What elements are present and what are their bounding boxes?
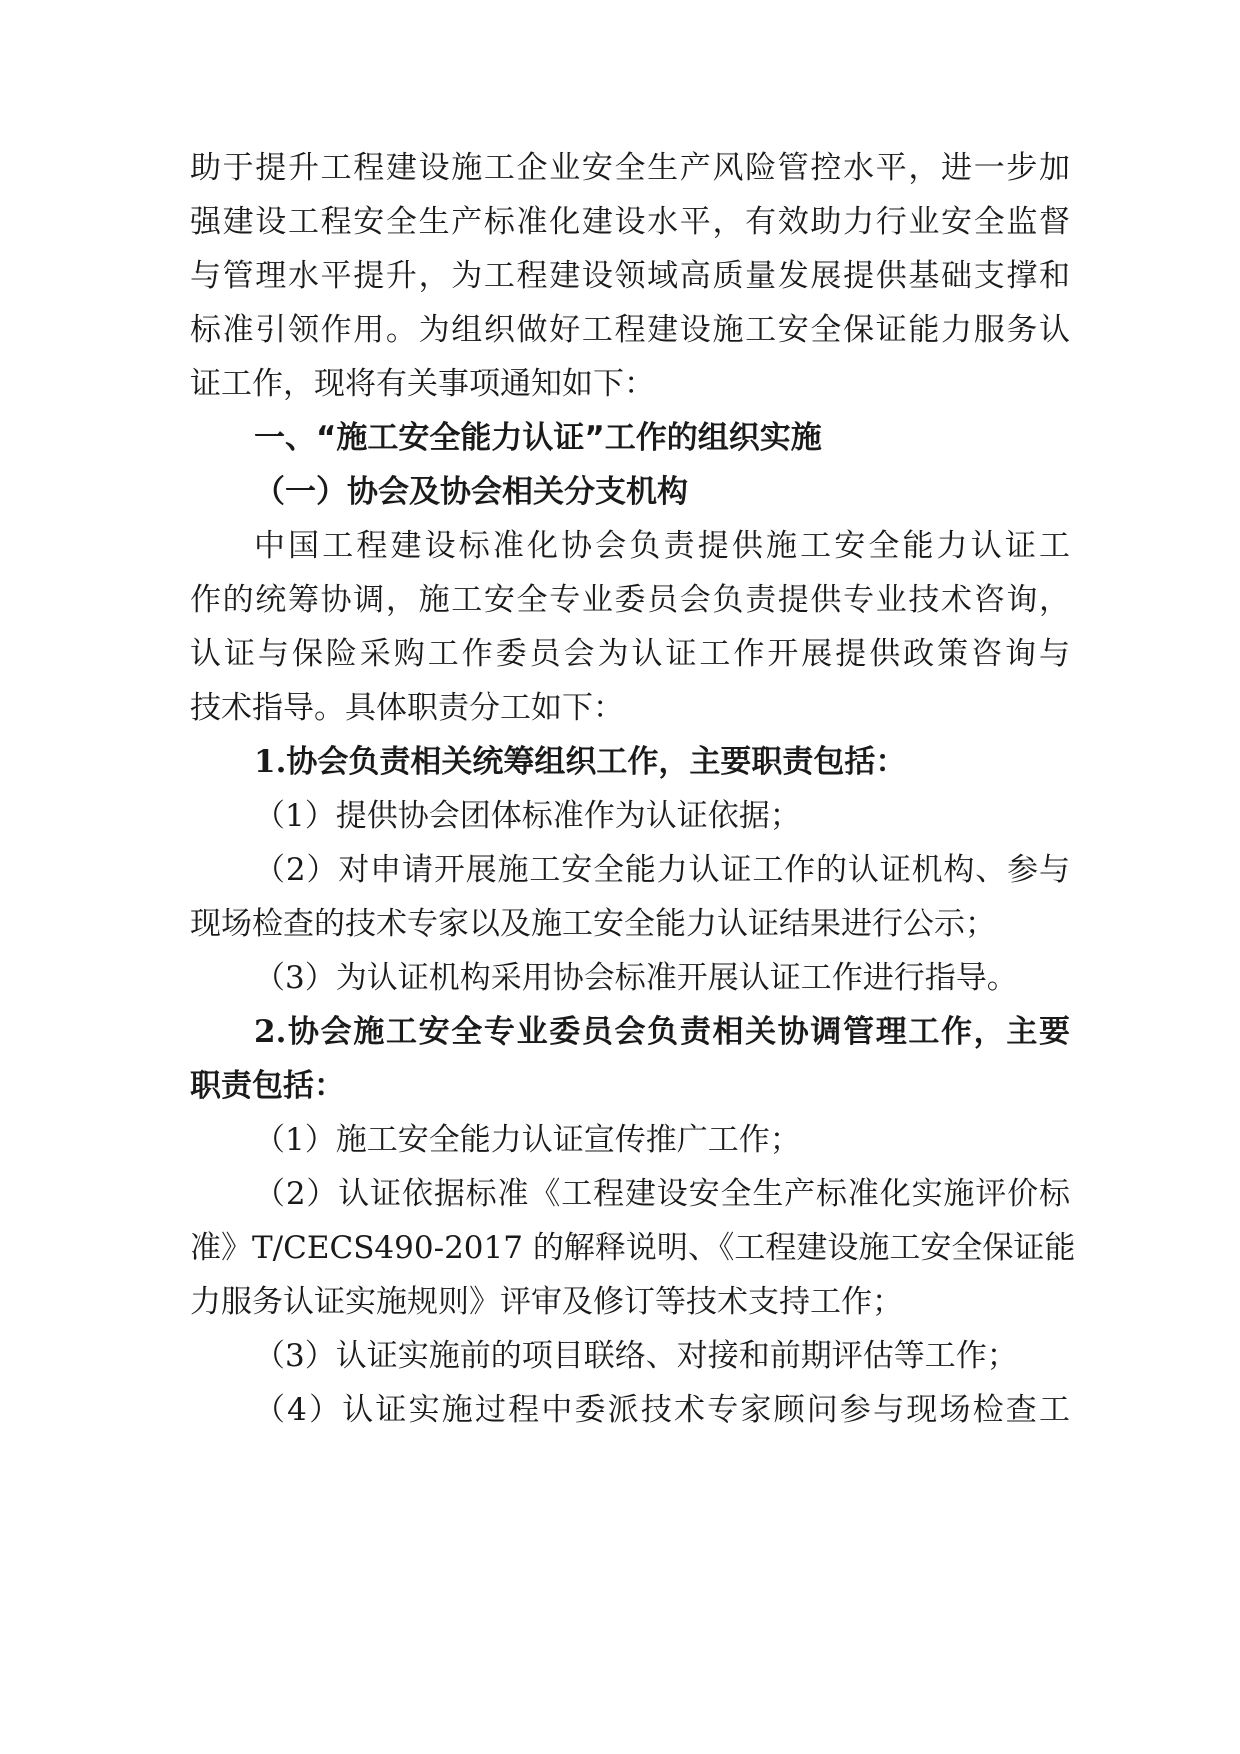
list-item: （3）为认证机构采用协会标准开展认证工作进行指导。 bbox=[254, 960, 1018, 996]
list-item: （1）提供协会团体标准作为认证依据； bbox=[254, 798, 801, 834]
item-heading: 2.协会施工安全专业委员会负责相关协调管理工作，主要 bbox=[254, 1014, 1070, 1050]
list-item: （1）施工安全能力认证宣传推广工作； bbox=[254, 1122, 801, 1158]
list-item-continuation: 力服务认证实施规则》评审及修订等技术支持工作； bbox=[190, 1284, 903, 1320]
body-text-line: 标准引领作用。为组织做好工程建设施工安全保证能力服务认 bbox=[190, 312, 1070, 348]
list-item: （3）认证实施前的项目联络、对接和前期评估等工作； bbox=[254, 1338, 1018, 1374]
body-text-line: 与管理水平提升，为工程建设领域高质量发展提供基础支撑和 bbox=[190, 258, 1070, 294]
body-text-line: 强建设工程安全生产标准化建设水平，有效助力行业安全监督 bbox=[190, 204, 1070, 240]
item-heading: 1.协会负责相关统筹组织工作，主要职责包括： bbox=[254, 744, 907, 780]
subsection-heading: （一）协会及协会相关分支机构 bbox=[254, 474, 688, 510]
list-item-continuation: 准》T/CECS490-2017 的解释说明、《工程建设施工安全保证能 bbox=[190, 1230, 1076, 1266]
section-heading: 一、“施工安全能力认证”工作的组织实施 bbox=[254, 420, 822, 456]
list-item: （2）对申请开展施工安全能力认证工作的认证机构、参与 bbox=[254, 852, 1070, 888]
body-text-line: 助于提升工程建设施工企业安全生产风险管控水平，进一步加 bbox=[190, 150, 1070, 186]
body-text-line: 中国工程建设标准化协会负责提供施工安全能力认证工 bbox=[254, 528, 1070, 564]
list-item-continuation: 现场检查的技术专家以及施工安全能力认证结果进行公示； bbox=[190, 906, 996, 942]
body-text-line: 技术指导。具体职责分工如下： bbox=[190, 690, 624, 726]
body-text-line: 作的统筹协调，施工安全专业委员会负责提供专业技术咨询， bbox=[190, 582, 1070, 618]
item-heading-continuation: 职责包括： bbox=[190, 1068, 345, 1104]
body-text-line: 证工作，现将有关事项通知如下： bbox=[190, 366, 655, 402]
list-item: （4）认证实施过程中委派技术专家顾问参与现场检查工 bbox=[254, 1392, 1070, 1428]
body-text-line: 认证与保险采购工作委员会为认证工作开展提供政策咨询与 bbox=[190, 636, 1070, 672]
list-item: （2）认证依据标准《工程建设安全生产标准化实施评价标 bbox=[254, 1176, 1070, 1212]
